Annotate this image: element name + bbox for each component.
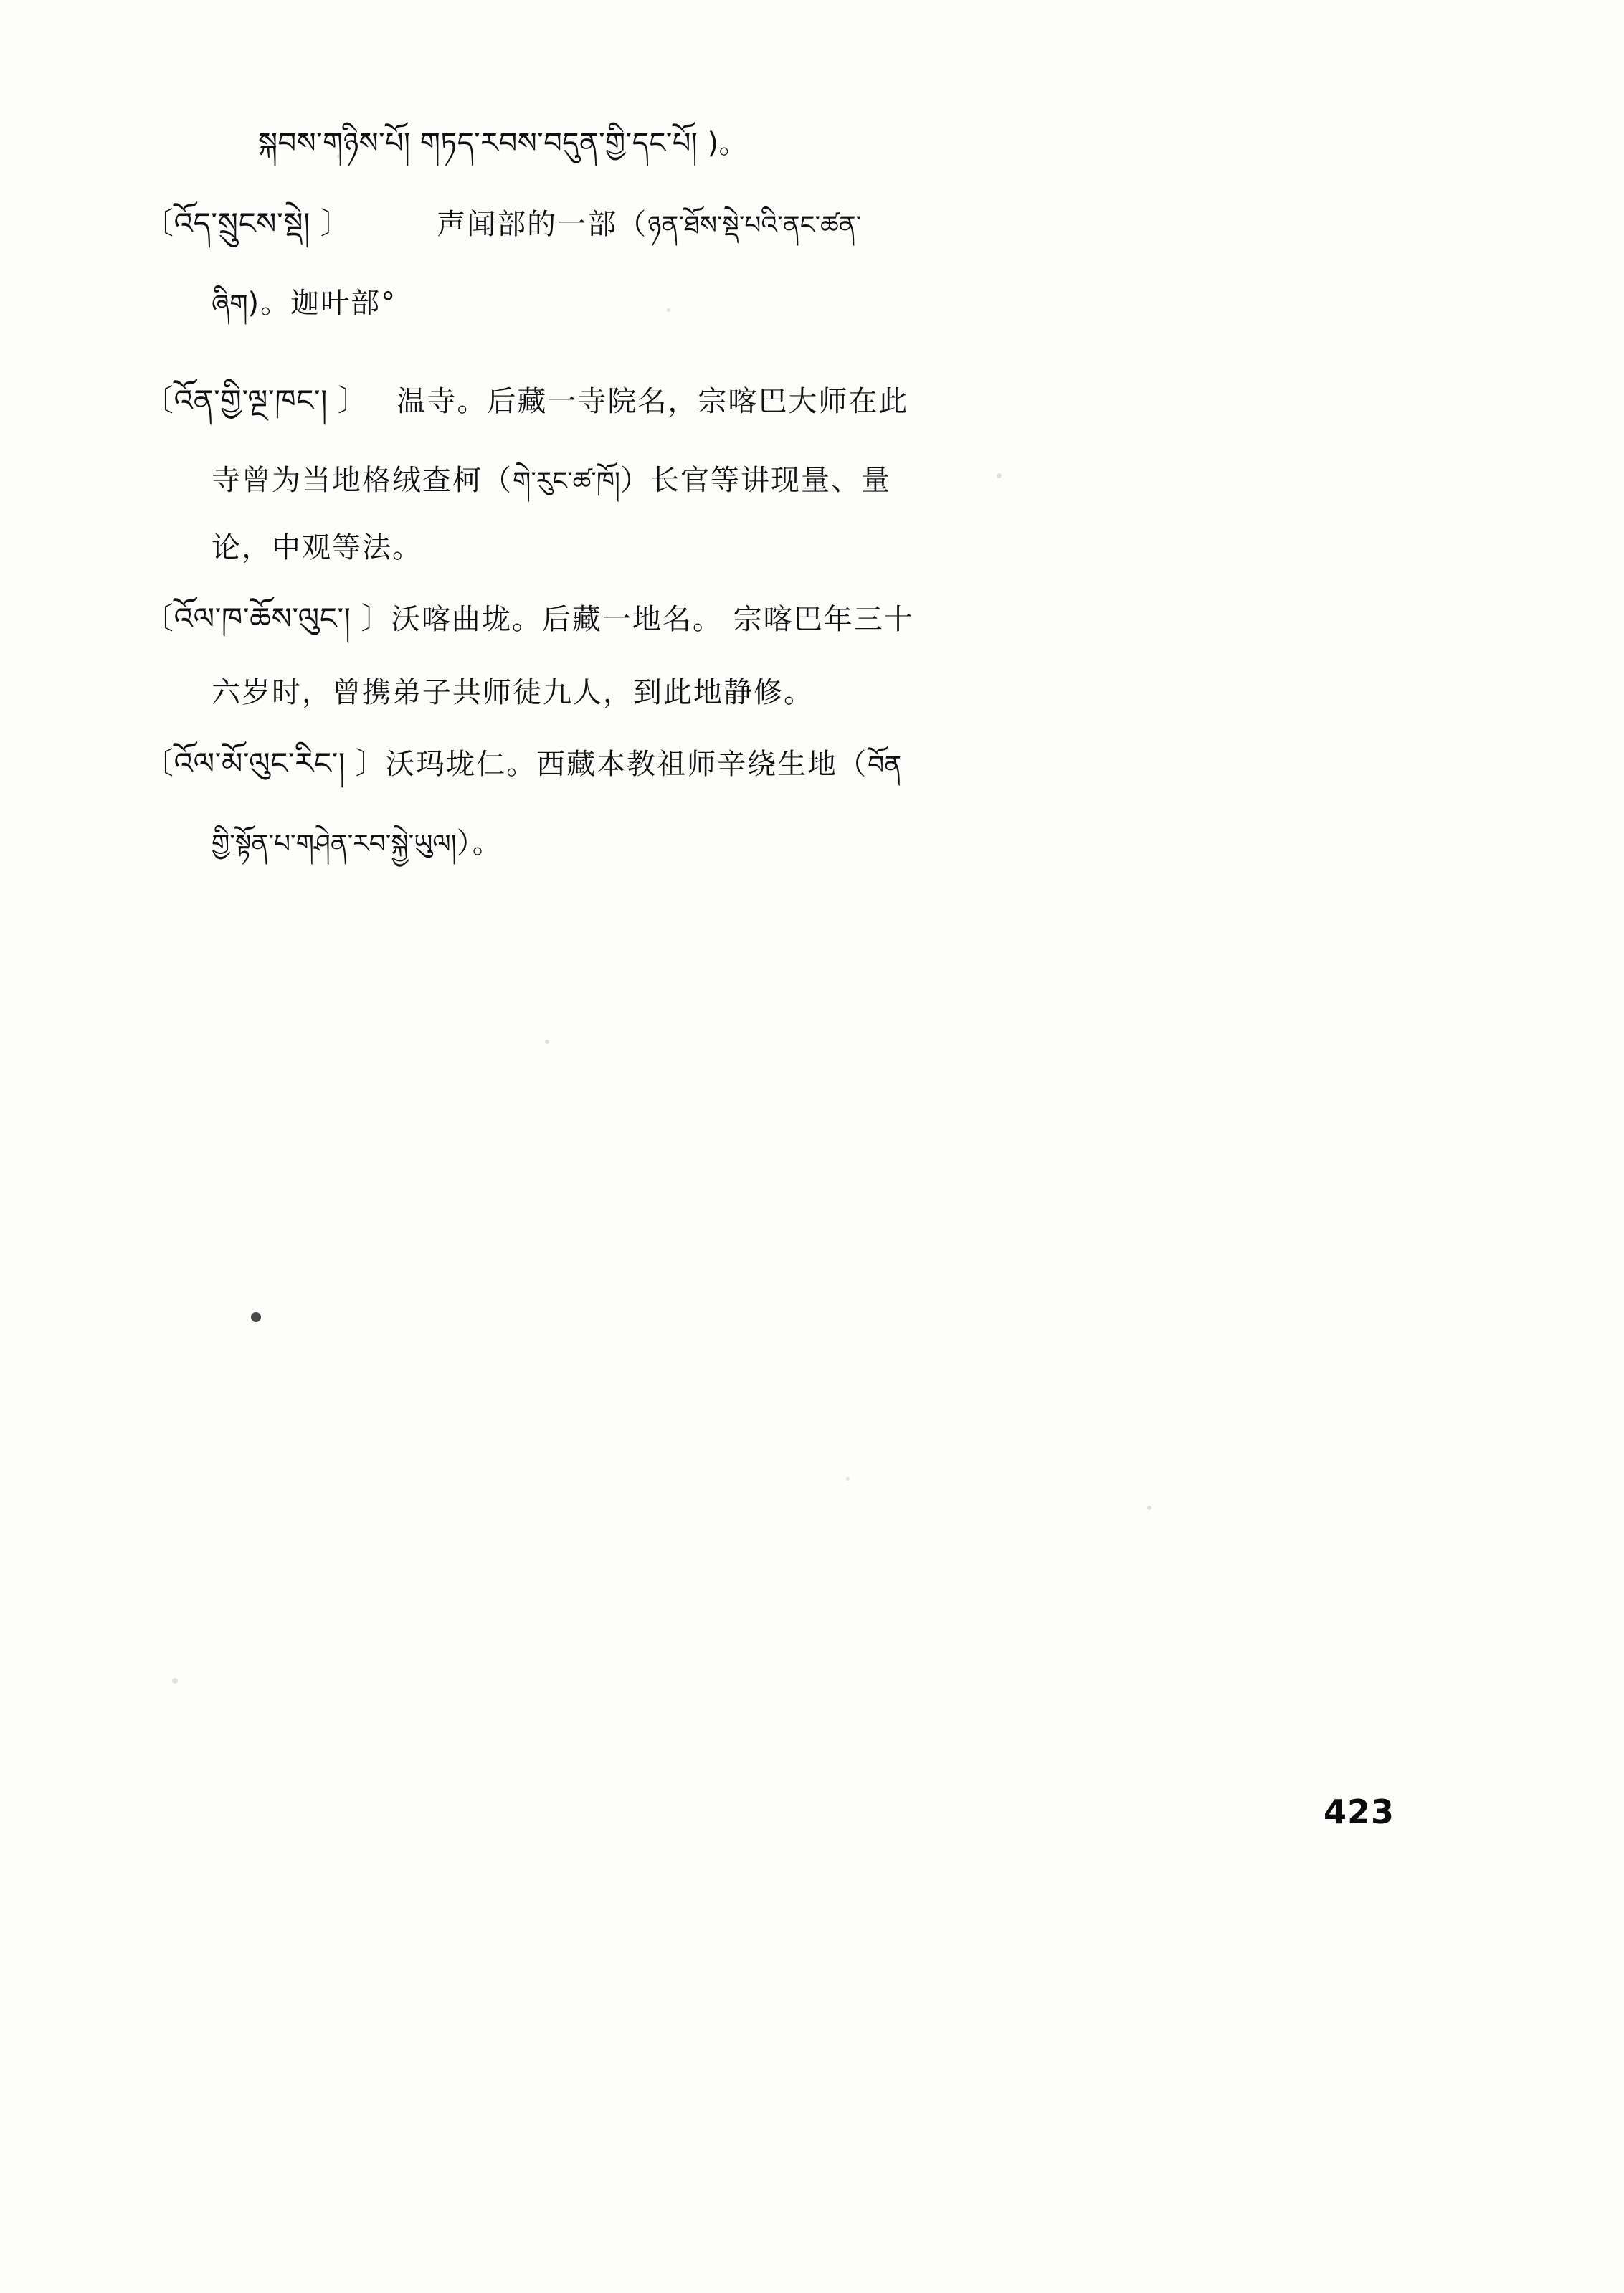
headword-tibetan: 〔འོལ་མོ་ལུང་རིང་། 〕 [143,746,386,781]
dictionary-entry [143,189,1262,348]
dictionary-body [143,122,1262,906]
gloss-chinese-tail: )。迦叶部° [247,287,397,320]
gloss-chinese-tail: ）。 [456,827,503,860]
gloss-chinese: 寺曾为当地格绒查柯（ [212,464,513,497]
entry-first-line [143,189,1262,275]
entry-first-line [143,366,1262,452]
entry-wrap-line [143,452,1262,525]
gloss-chinese: 沃喀曲垅。后藏一地名。 宗喀巴年三十 [391,603,914,636]
headword-tibetan: 〔འོན་གྱི་ལྔ་ཁང་། 〕 [143,383,369,418]
gloss-chinese: 声闻部的一部（ [437,208,648,241]
page-number: 423 [1323,1793,1395,1831]
entry-wrap-line [143,815,1262,888]
gloss-chinese: 六岁时，曾携弟子共师徒九人，到此地静修。 [212,676,814,709]
gloss-tibetan-inline: ཞིག [212,290,248,319]
entry-wrap-line [143,525,1262,566]
gloss-chinese: 沃玛垅仁。西藏本教祖师辛绕生地（ [386,748,868,781]
gloss-tibetan-inline: གེ་རུང་ཚ་ཁོ། [513,467,621,496]
dictionary-entry [143,584,1262,711]
gloss-tibetan-inline: གྱི་སྟོན་པ་གཤེན་རབ་སྐྱེ་ཡུལ། [212,830,457,859]
dictionary-entry [143,729,1262,888]
headword-tibetan: 〔འོད་སྲུངས་སྡེ། 〕 [143,206,351,241]
dictionary-entry [143,366,1262,566]
entry-first-line [143,729,1262,815]
entry-first-line [143,584,1262,670]
entry-wrap-line [143,275,1262,348]
continuation-line: སྐབས་གཉིས་པོ། གཏད་རབས་བདུན་གྱི་དང་པོ། )。 [258,127,749,160]
entry-wrap-line [143,670,1262,711]
gloss-tibetan-inline: ཉན་ཐོས་སྡེ་པའི་ནང་ཚན་ [647,211,862,240]
gloss-chinese-tail: ）长官等讲现量、量 [620,464,892,497]
gloss-chinese: 温寺。后藏一寺院名，宗喀巴大师在此 [396,385,909,418]
gloss-chinese: 论，中观等法。 [212,531,422,564]
gloss-tibetan-inline: བོན [868,751,902,780]
headword-tibetan: 〔འོལ་ཁ་ཆོས་ལུང་། 〕 [143,601,391,636]
